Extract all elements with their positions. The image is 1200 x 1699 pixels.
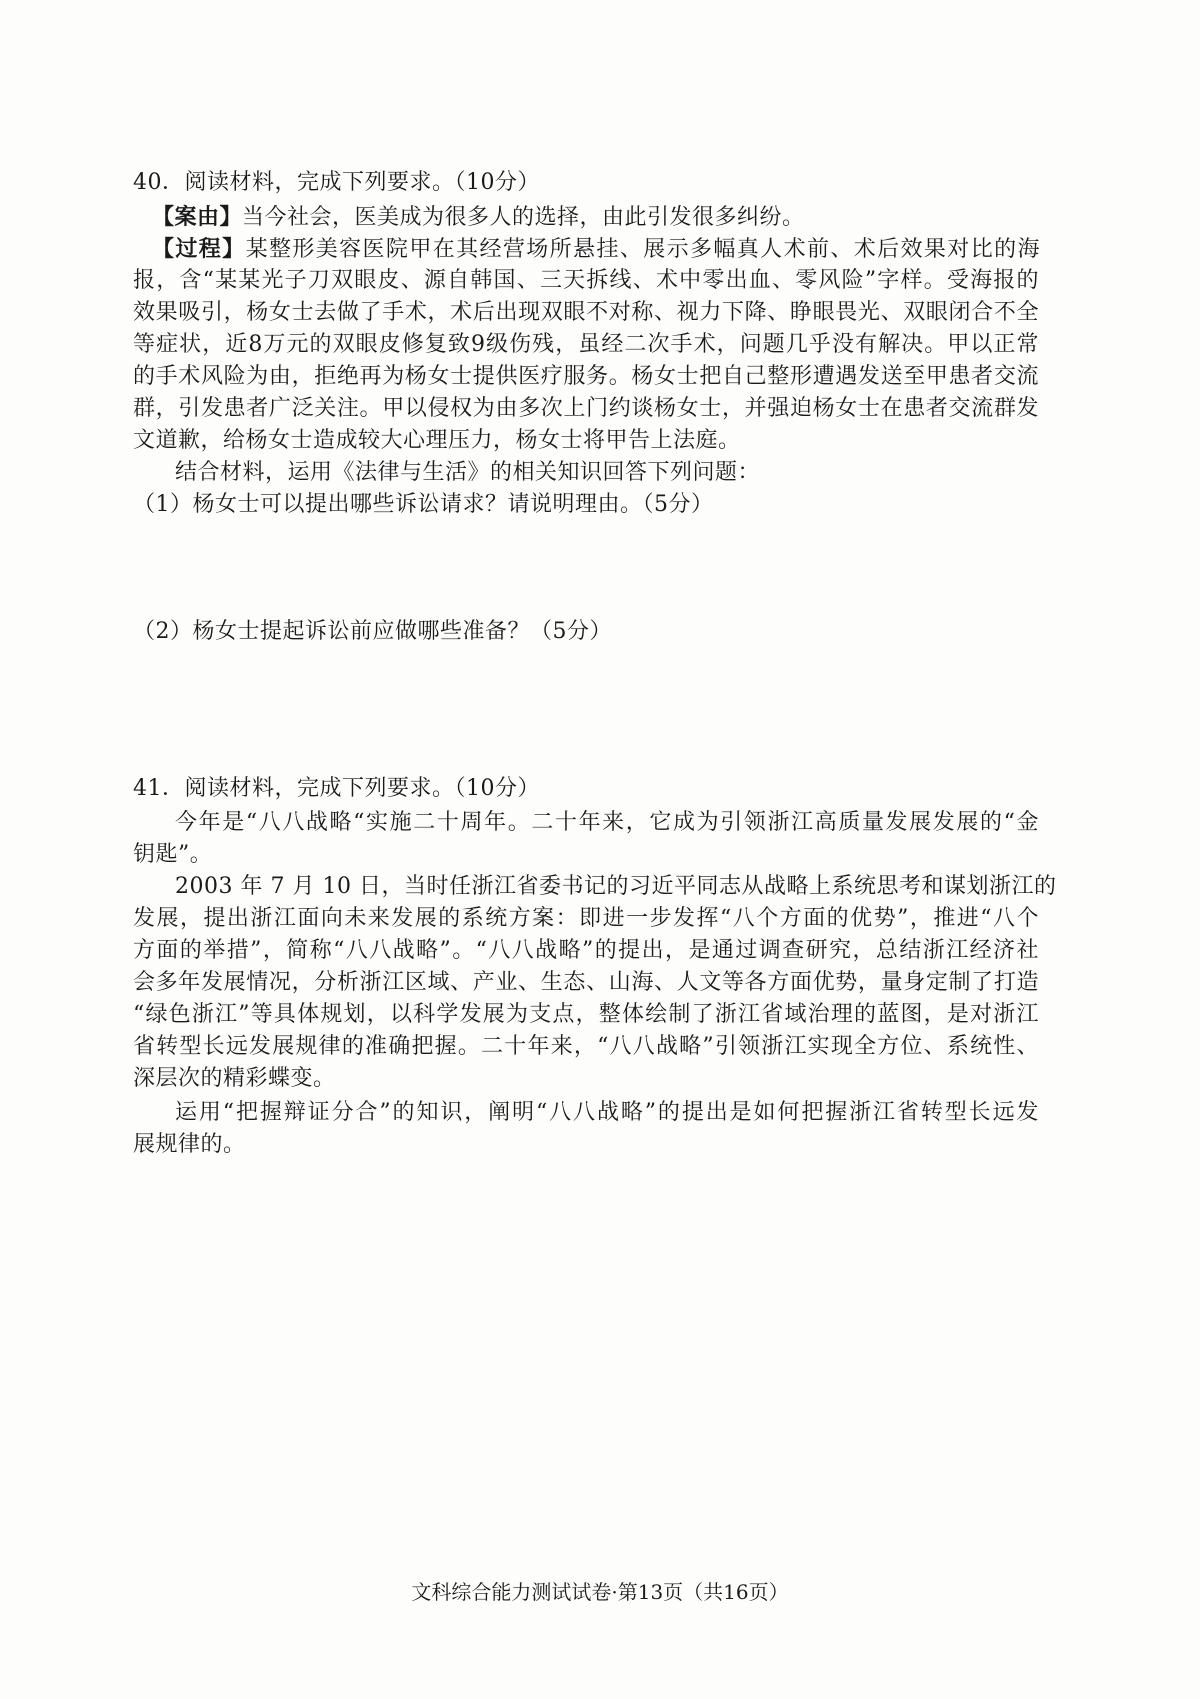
q40-sub-question-1: （1）杨女士可以提出哪些诉讼请求？请说明理由。（5分） (133, 492, 714, 517)
q40-sub-question-2: （2）杨女士提起诉讼前应做哪些准备？（5分） (133, 619, 612, 644)
q40-process-line-6: 文道歉，给杨女士造成较大心理压力，杨女士将甲告上法庭。 (133, 428, 741, 453)
q40-case-tag: 【案由】 (152, 204, 243, 230)
q41-question-line-1: 展规律的。 (133, 1132, 246, 1157)
q40-process-tag: 【过程】 (152, 236, 246, 262)
q40-process-text-0: 某整形美容医院甲在其经营场所悬挂、展示多幅真人术前、术后效果对比的海 (245, 237, 1040, 262)
q41-para2-line-2: 方面的举措”，简称“八八战略”。“八八战略”的提出，是通过调查研究，总结浙江经济社 (133, 938, 1039, 963)
q40-process-line-5: 群，引发患者广泛关注。甲以侵权为由多次上门约谈杨女士，并强迫杨女士在患者交流群发 (133, 396, 1039, 421)
q40-process-line-4: 的手术风险为由，拒绝再为杨女士提供医疗服务。杨女士把自己整形遭遇发送至甲患者交流 (133, 364, 1039, 389)
q40-heading: 40．阅读材料，完成下列要求。（10分） (133, 170, 540, 195)
q40-process-line-2: 效果吸引，杨女士去做了手术，术后出现双眼不对称、视力下降、睁眼畏光、双眼闭合不全 (133, 300, 1039, 325)
q41-para2-line-5: 省转型长远发展规律的准确把握。二十年来，“八八战略”引领浙江实现全方位、系统性、 (133, 1034, 1039, 1059)
q40-case-line (152, 202, 805, 233)
q40-instruction: 结合材料，运用《法律与生活》的相关知识回答下列问题： (175, 460, 761, 485)
q40-process-line-1: 报，含“某某光子刀双眼皮、源自韩国、三天拆线、术中零出血、零风险”字样。受海报的 (133, 268, 1039, 293)
page-footer: 文科综合能力测试试卷·第13页（共16页） (411, 1580, 789, 1604)
q41-para1-line-1: 钥匙”。 (133, 842, 213, 867)
q41-para1-line-0: 今年是“八八战略“实施二十周年。二十年来，它成为引领浙江高质量发展发展的“金 (175, 810, 1039, 835)
q40-process-line-3: 等症状，近8万元的双眼皮修复致9级伤残，虽经二次手术，问题几乎没有解决。甲以正常 (133, 332, 1039, 357)
q40-case-text: 当今社会，医美成为很多人的选择，由此引发很多纠纷。 (242, 205, 805, 230)
q41-para2-line-1: 发展，提出浙江面向未来发展的系统方案：即进一步发挥“八个方面的优势”，推进“八个 (133, 906, 1039, 931)
q41-para2-line-6: 深层次的精彩蝶变。 (133, 1066, 336, 1091)
q41-para2-line-4: “绿色浙江”等具体规划，以科学发展为支点，整体绘制了浙江省域治理的蓝图，是对浙江 (133, 1002, 1039, 1027)
q41-heading: 41．阅读材料，完成下列要求。（10分） (133, 776, 540, 801)
q40-process-line-0 (152, 234, 1040, 265)
q41-para2-line-3: 会多年发展情况，分析浙江区域、产业、生态、山海、人文等各方面优势，量身定制了打造 (133, 970, 1039, 995)
q41-para2-line-0: 2003 年 7 月 10 日，当时任浙江省委书记的习近平同志从战略上系统思考和谋划浙江的 (175, 874, 1057, 899)
q41-question-line-0: 运用“把握辩证分合”的知识，阐明“八八战略”的提出是如何把握浙江省转型长远发 (175, 1100, 1039, 1125)
